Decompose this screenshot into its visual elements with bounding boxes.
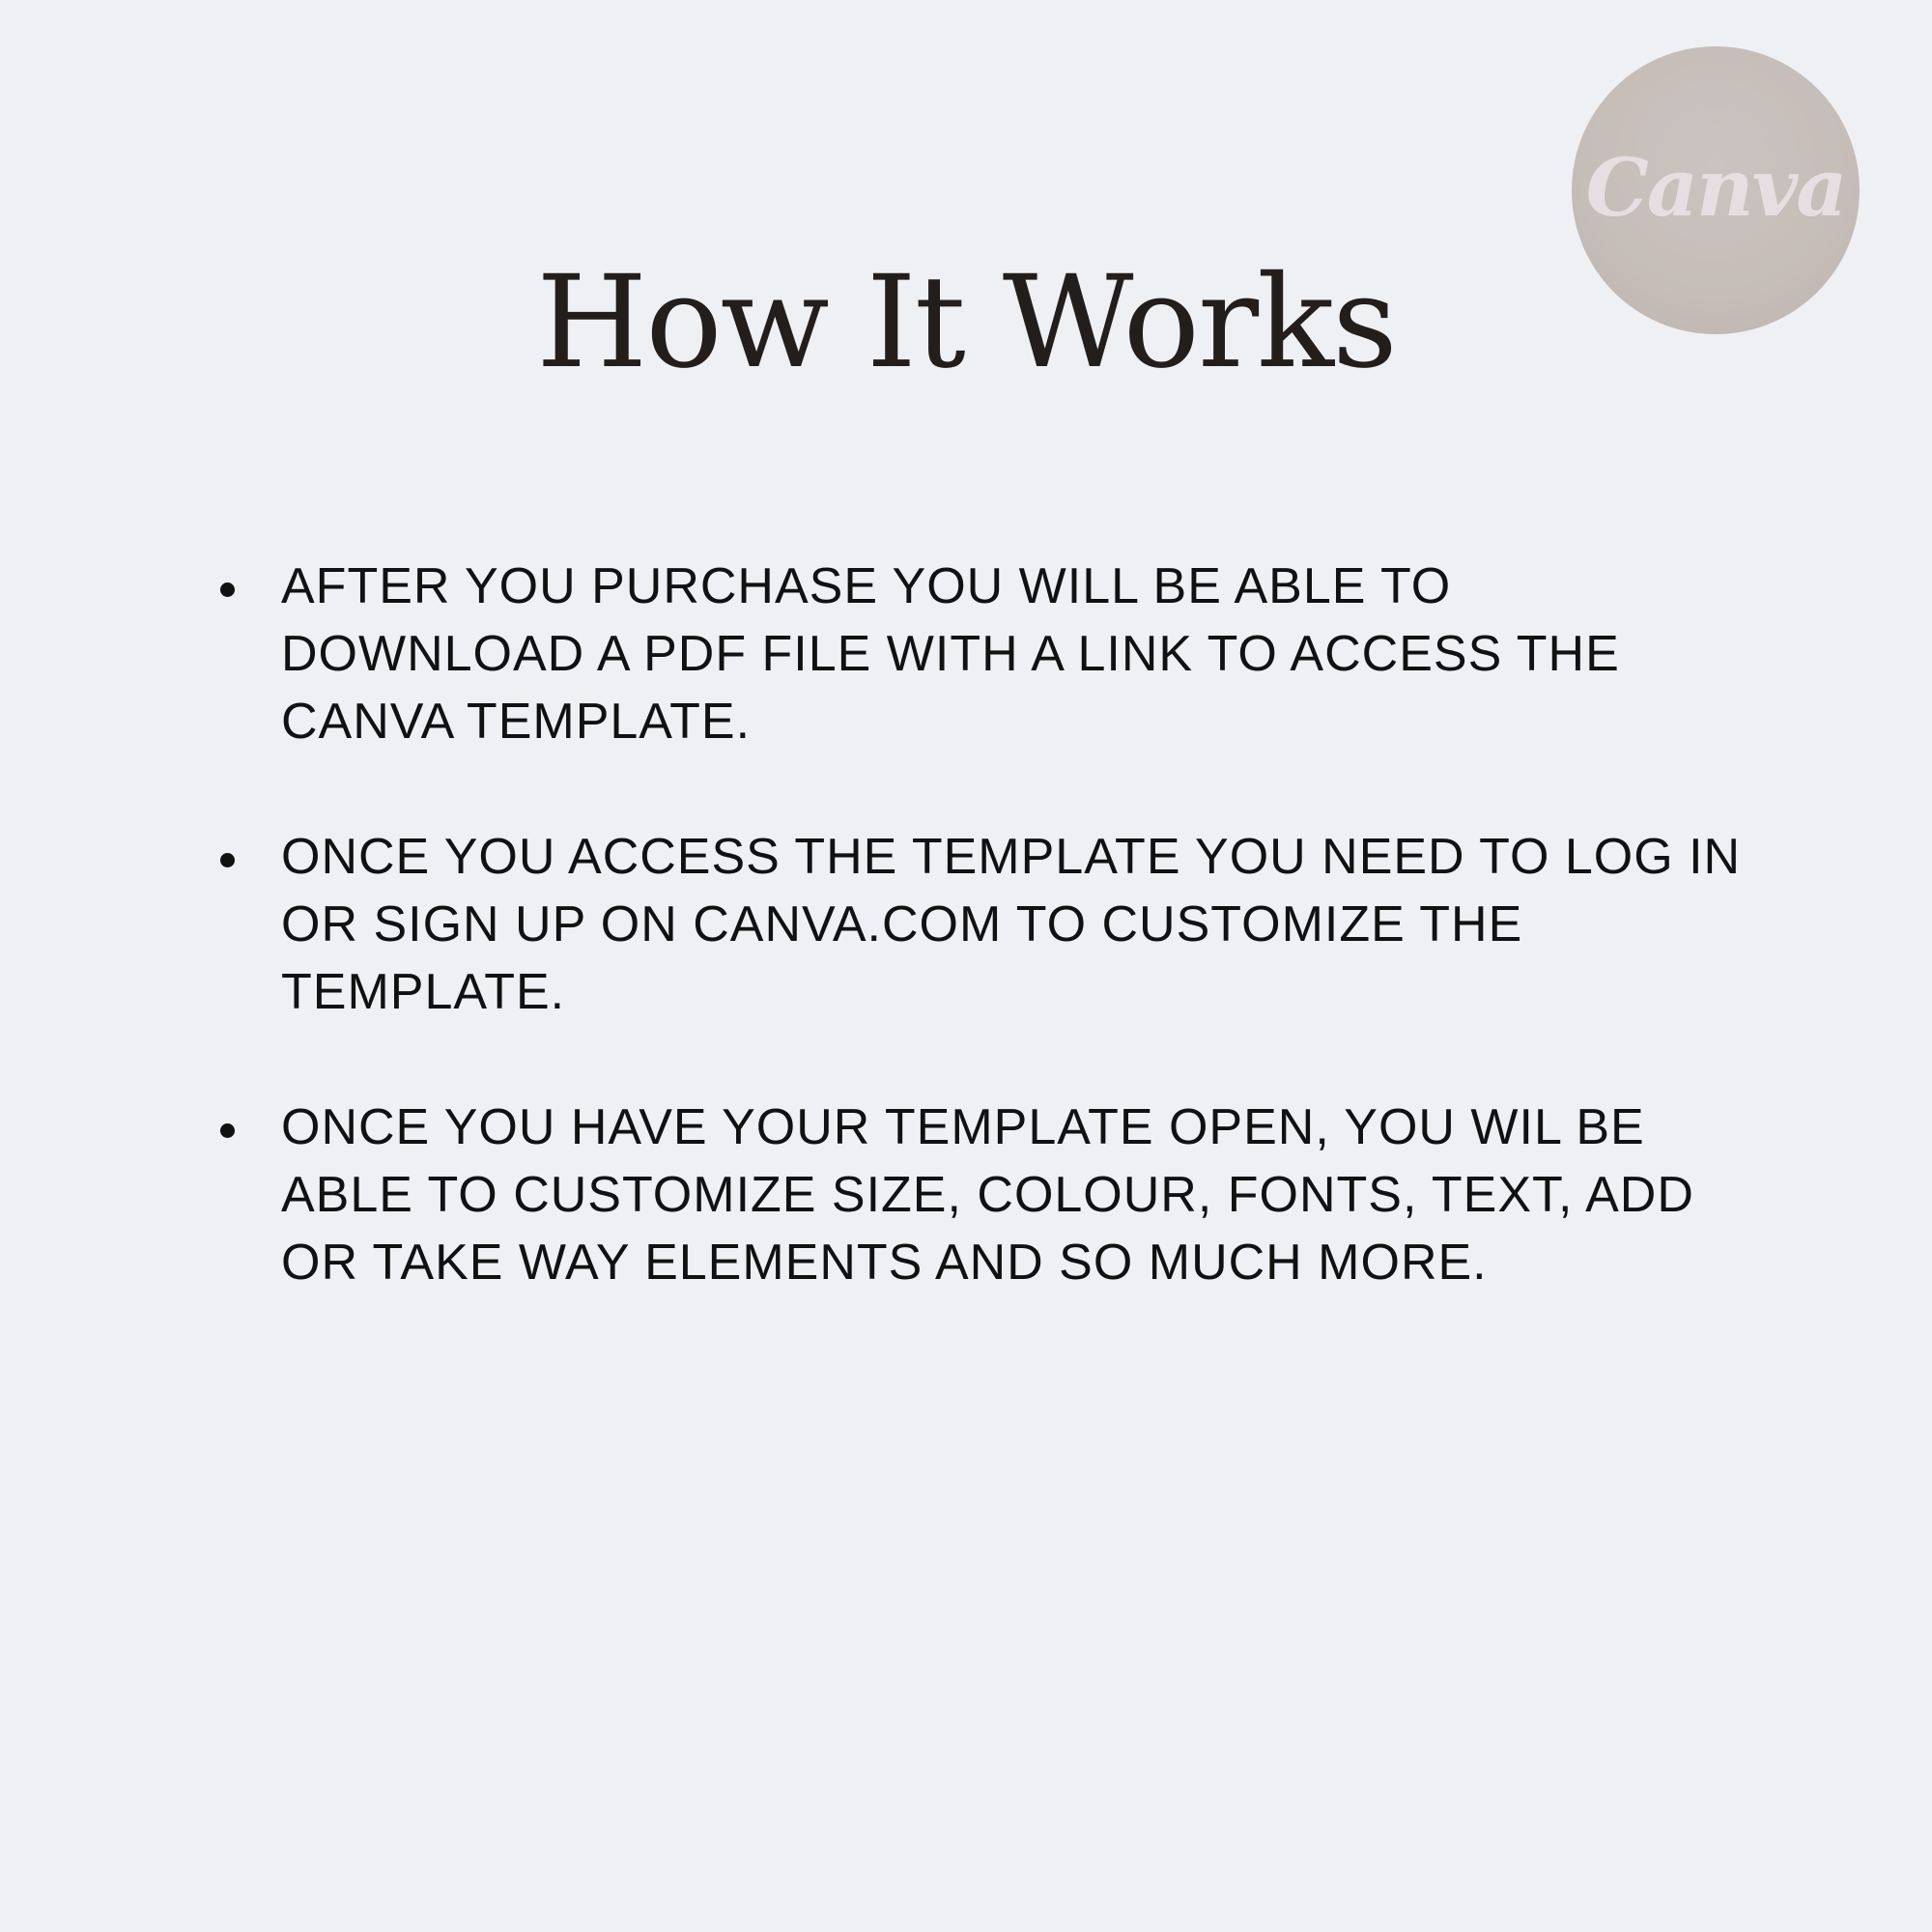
list-item	[208, 553, 1753, 755]
bullet-icon	[220, 853, 235, 867]
canva-logo-text: Canva	[1585, 142, 1846, 235]
list-item	[208, 823, 1753, 1026]
bullet-icon	[220, 1123, 235, 1138]
list-item	[208, 1094, 1753, 1296]
page-title: How It Works	[536, 248, 1396, 397]
step-text: ONCE YOU HAVE YOUR TEMPLATE OPEN, YOU WIL BE ABLE TO CUSTOMIZE SIZE, COLOUR, FONTS, TEXT, ADD OR TAKE WAY ELEMENTS AND SO MUCH MORE.	[281, 1099, 1694, 1291]
steps-list	[208, 553, 1753, 1364]
step-text: ONCE YOU ACCESS THE TEMPLATE YOU NEED TO LOG IN OR SIGN UP ON CANVA.COM TO CUSTOMIZE THE TEMPLATE.	[281, 829, 1742, 1020]
bullet-icon	[220, 582, 235, 597]
step-text: AFTER YOU PURCHASE YOU WILL BE ABLE TO DOWNLOAD A PDF FILE WITH A LINK TO ACCESS THE CANVA TEMPLATE.	[281, 558, 1620, 750]
